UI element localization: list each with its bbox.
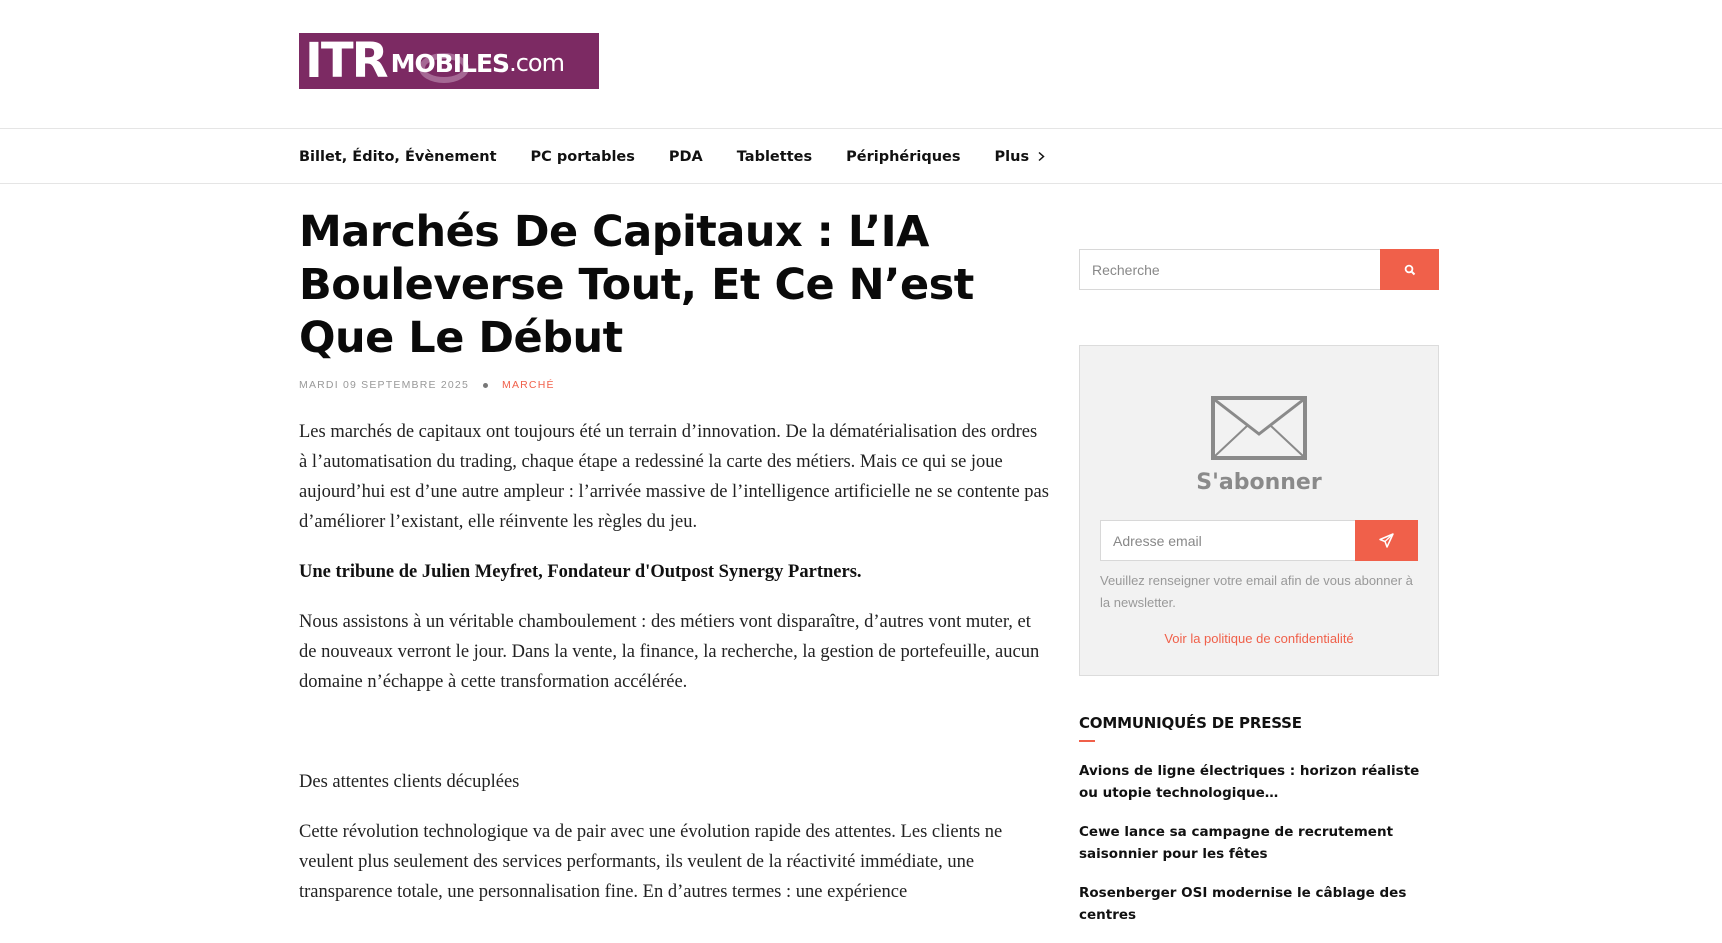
press-releases-title: COMMUNIQUÉS DE PRESSE	[1079, 714, 1302, 732]
privacy-policy-link[interactable]: Voir la politique de confidentialité	[1164, 631, 1354, 646]
send-icon	[1379, 533, 1394, 548]
nav-item-label: Billet, Édito, Évènement	[299, 148, 497, 165]
newsletter-title: S'abonner	[1196, 470, 1322, 495]
press-release-item[interactable]: Avions de ligne électriques : horizon réaliste ou utopie technologique…	[1079, 763, 1420, 801]
article-paragraph-2: Nous assistons à un véritable chamboulement : des métiers vont disparaître, d’autres vont muter, et de nouveaux verront le jour. Dans la vente, la finance, la recherche, la gestion de portefeuille, aucun domaine n’échappe à cette transformation accélérée.	[299, 612, 1040, 692]
logo-com-text: .com	[509, 49, 564, 77]
main-nav	[0, 129, 1722, 184]
nav-list	[299, 129, 1080, 184]
article-title: Marchés De Capitaux : L’IA Bouleverse Tout, Et Ce N’est Que Le Début	[299, 207, 974, 363]
chevron-right-icon	[1037, 151, 1046, 162]
logo-itr-text: ITR	[305, 33, 387, 89]
article	[299, 206, 1049, 907]
search-form	[1079, 249, 1439, 290]
nav-item-tablettes[interactable]	[737, 149, 812, 165]
search-button[interactable]	[1380, 249, 1439, 290]
newsletter-box	[1079, 345, 1439, 676]
press-release-item[interactable]: Rosenberger OSI modernise le câblage des centres	[1079, 885, 1407, 923]
newsletter-help-text: Veuillez renseigner votre email afin de vous abonner à la newsletter.	[1100, 573, 1413, 610]
article-meta	[299, 379, 1049, 391]
article-date: MARDI 09 SEPTEMBRE 2025	[299, 379, 469, 391]
press-releases-section	[1079, 714, 1439, 926]
subscribe-button[interactable]	[1355, 520, 1418, 561]
site-header	[0, 0, 1722, 129]
nav-item-billet[interactable]	[299, 149, 497, 165]
nav-item-label: Plus	[994, 148, 1030, 165]
press-release-item[interactable]: Cewe lance sa campagne de recrutement saisonnier pour les fêtes	[1079, 824, 1394, 862]
nav-item-label: PC portables	[530, 148, 635, 165]
article-subheading: Des attentes clients décuplées	[299, 772, 520, 792]
logo-mobiles-text: MOBILES	[390, 48, 510, 78]
nav-item-label: Tablettes	[736, 148, 813, 165]
email-field[interactable]	[1100, 520, 1355, 561]
envelope-icon	[1211, 396, 1307, 460]
nav-item-pc-portables[interactable]	[531, 149, 635, 165]
search-icon	[1404, 264, 1416, 276]
press-releases-list	[1079, 760, 1439, 926]
sidebar	[1079, 249, 1439, 943]
nav-item-label: PDA	[668, 148, 703, 165]
meta-separator-dot	[483, 383, 488, 388]
nav-item-pda[interactable]	[669, 149, 703, 165]
nav-item-peripheriques[interactable]	[846, 149, 960, 165]
article-paragraph-3: Cette révolution technologique va de pair avec une évolution rapide des attentes. Les clients ne veulent plus seulement des services performants, ils veulent de la réactivité immédiate, une transparence totale, une personnalisation fine. En d’autres termes : une expérience	[299, 822, 1003, 902]
article-category-link[interactable]: MARCHÉ	[502, 379, 555, 391]
search-input[interactable]	[1079, 249, 1380, 290]
site-logo[interactable]	[299, 33, 599, 89]
press-title-underline	[1079, 740, 1095, 742]
nav-item-plus[interactable]	[995, 149, 1047, 165]
article-paragraph-1: Les marchés de capitaux ont toujours été un terrain d’innovation. De la dématérialisation des ordres à l’automatisation du trading, chaque étape a redessiné la carte des métiers. Mais ce qui se joue aujourd’hui est d’une autre ampleur : l’arrivée massive de l’intelligence artificielle ne se contente pas d’améliorer l’existant, elle réinvente les règles du jeu.	[299, 422, 1049, 532]
newsletter-form	[1100, 520, 1418, 561]
nav-item-label: Périphériques	[846, 148, 961, 165]
article-byline: Une tribune de Julien Meyfret, Fondateur d'Outpost Synergy Partners.	[299, 562, 862, 582]
